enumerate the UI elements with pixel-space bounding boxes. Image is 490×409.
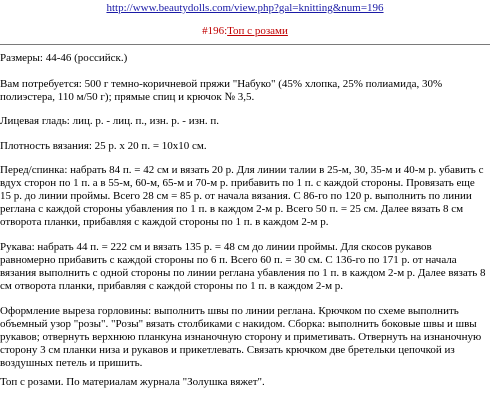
stitch-paragraph: Лицевая гладь: лиц. р. - лиц. п., изн. р. - изн. п. bbox=[0, 115, 219, 127]
source-url-link[interactable]: http://www.beautydolls.com/view.php?gal=knitting&num=196 bbox=[106, 2, 384, 14]
materials-paragraph: Вам потребуется: 500 г темно-коричневой пряжи "Набуко" (45% хлопка, 25% полиамида, 30% полиэстера, 110 м/50 г); прямые спиц и крючок № 3,5. bbox=[0, 78, 443, 103]
source-note-paragraph: Топ с розами. По материалам журнала "Золушка вяжет". bbox=[0, 376, 265, 388]
sleeves-paragraph: Рукава: набрать 44 п. = 222 см и вязать 135 р. = 48 см до линии проймы. Для скосов рукавов равномерно прибавить с каждой стороны по 6 п. Всего 60 п. = 30 см. С 136-го по 171 р. от начала вязания выполнить с одной стороны по линии реглана убавления по 1 п. в каждом 2-м р. Далее вязать 8 см отворота планки, прибавляя с каждой стороны по 1 п. в каждом 2-м р. bbox=[0, 241, 486, 292]
front-back-paragraph: Перед/спинка: набрать 84 п. = 42 см и вязать 20 р. Для линии талии в 25-м, 30, 35-м и 40-м р. убавить с вдух сторон по 1 п. а в 55-м, 60-м, 65-м и 70-м р. прибавить по 1 п. с каждой стороны. Провязать еще 15 р. до линии проймы. Всего 28 см = 85 р. от начала вязания. С 86-го по 120 р. выполнить по линии реглана с каждой стороны убавления по 1 п. в каждом 2-м р. Всего 50 п. = 25 см. Далее вязать 8 см отворота планки, прибавляя с каждой стороны по 1 п. в каждом 2-м р. bbox=[0, 164, 484, 228]
title-number: #196: bbox=[202, 25, 228, 37]
divider bbox=[0, 44, 490, 45]
gauge-paragraph: Плотность вязания: 25 р. х 20 п. = 10х10 см. bbox=[0, 140, 207, 152]
sizes-paragraph: Размеры: 44-46 (российск.) bbox=[0, 52, 128, 64]
finishing-paragraph: Оформление выреза горловины: выполнить швы по линии реглана. Крючком по схеме выполнить объемный узор "розы". "Розы" вязать столбиками с накидом. Сборка: выполнить боковые швы и швы рукавов; отвернуть верхнюю планкуна изнаночную сторону и приметивать. Отвернуть на изнаночную сторону 3 см планки низа и рукавов и прикетлевать. Связать крючком две бретельки цепочкой из воздушных петель и пришить. bbox=[0, 305, 482, 369]
title-text: Топ с розами bbox=[227, 25, 288, 37]
page-title bbox=[0, 25, 490, 38]
